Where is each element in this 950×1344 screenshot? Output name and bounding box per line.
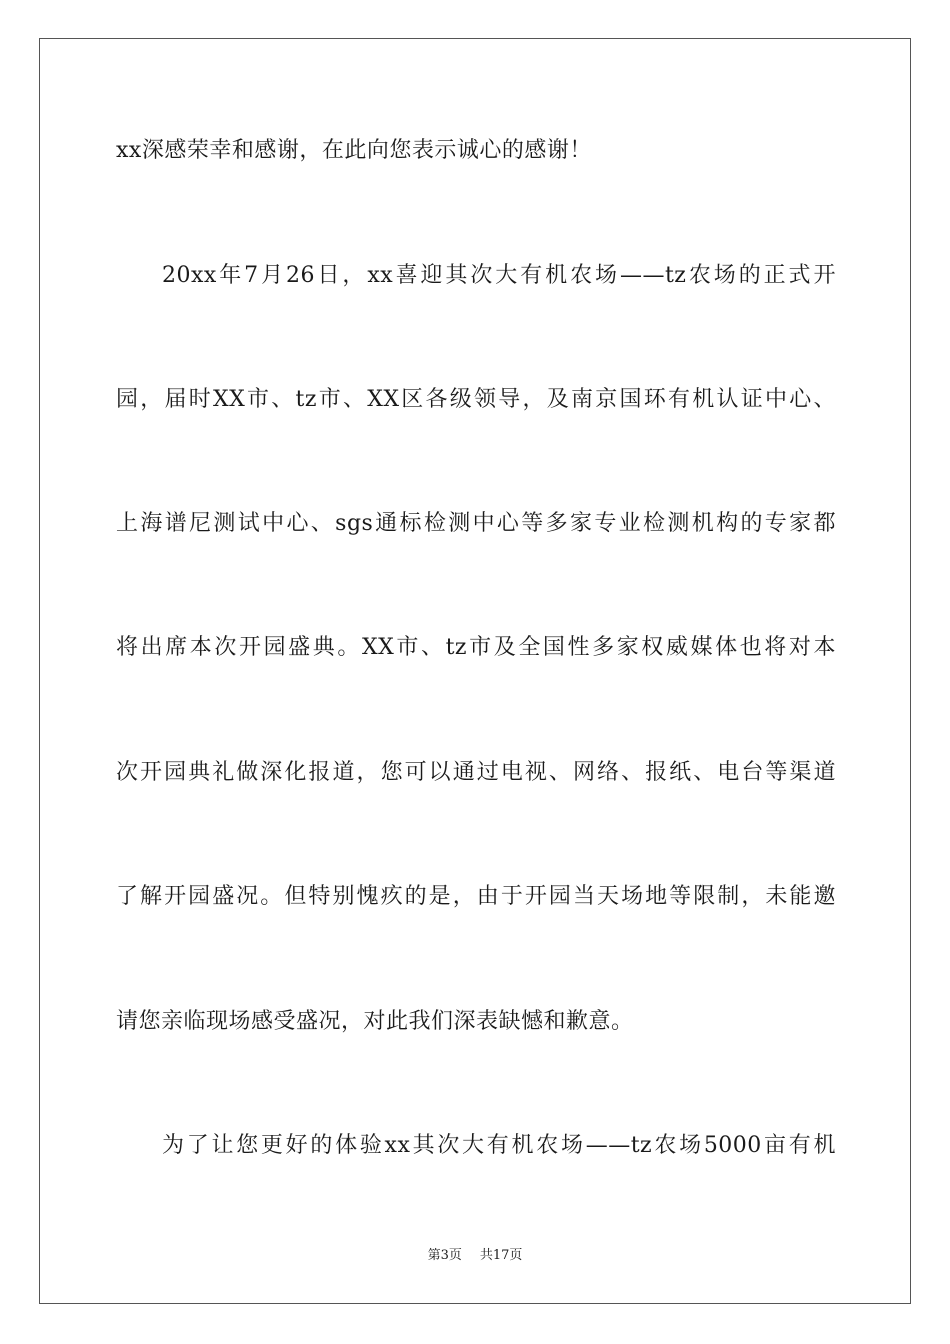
paragraph-first-line: 为了让您更好的体验xx其次大有机农场——tz农场5000亩有机 <box>162 1133 836 1158</box>
page-border <box>39 38 911 1304</box>
page-total: 共17页 <box>479 1248 523 1263</box>
paragraph-first-line: 20xx年7月26日，xx喜迎其次大有机农场——tz农场的正式开 <box>162 263 836 288</box>
page-footer <box>0 1247 950 1265</box>
body-text-line: xx深感荣幸和感谢，在此向您表示诚心的感谢！ <box>116 138 592 163</box>
body-text-line: 园，届时XX市、tz市、XX区各级领导，及南京国环有机认证中心、 <box>116 387 836 412</box>
body-text-line: 了解开园盛况。但特别愧疚的是，由于开园当天场地等限制，未能邀 <box>116 884 836 909</box>
body-text-line: 将出席本次开园盛典。XX市、tz市及全国性多家权威媒体也将对本 <box>116 635 836 660</box>
page-number: 第3页 <box>427 1248 462 1263</box>
body-text-line: 请您亲临现场感受盛况，对此我们深表缺憾和歉意。 <box>116 1009 634 1034</box>
body-text-line: 上海谱尼测试中心、sgs通标检测中心等多家专业检测机构的专家都 <box>116 511 836 536</box>
body-text-line: 次开园典礼做深化报道，您可以通过电视、网络、报纸、电台等渠道 <box>116 760 836 785</box>
